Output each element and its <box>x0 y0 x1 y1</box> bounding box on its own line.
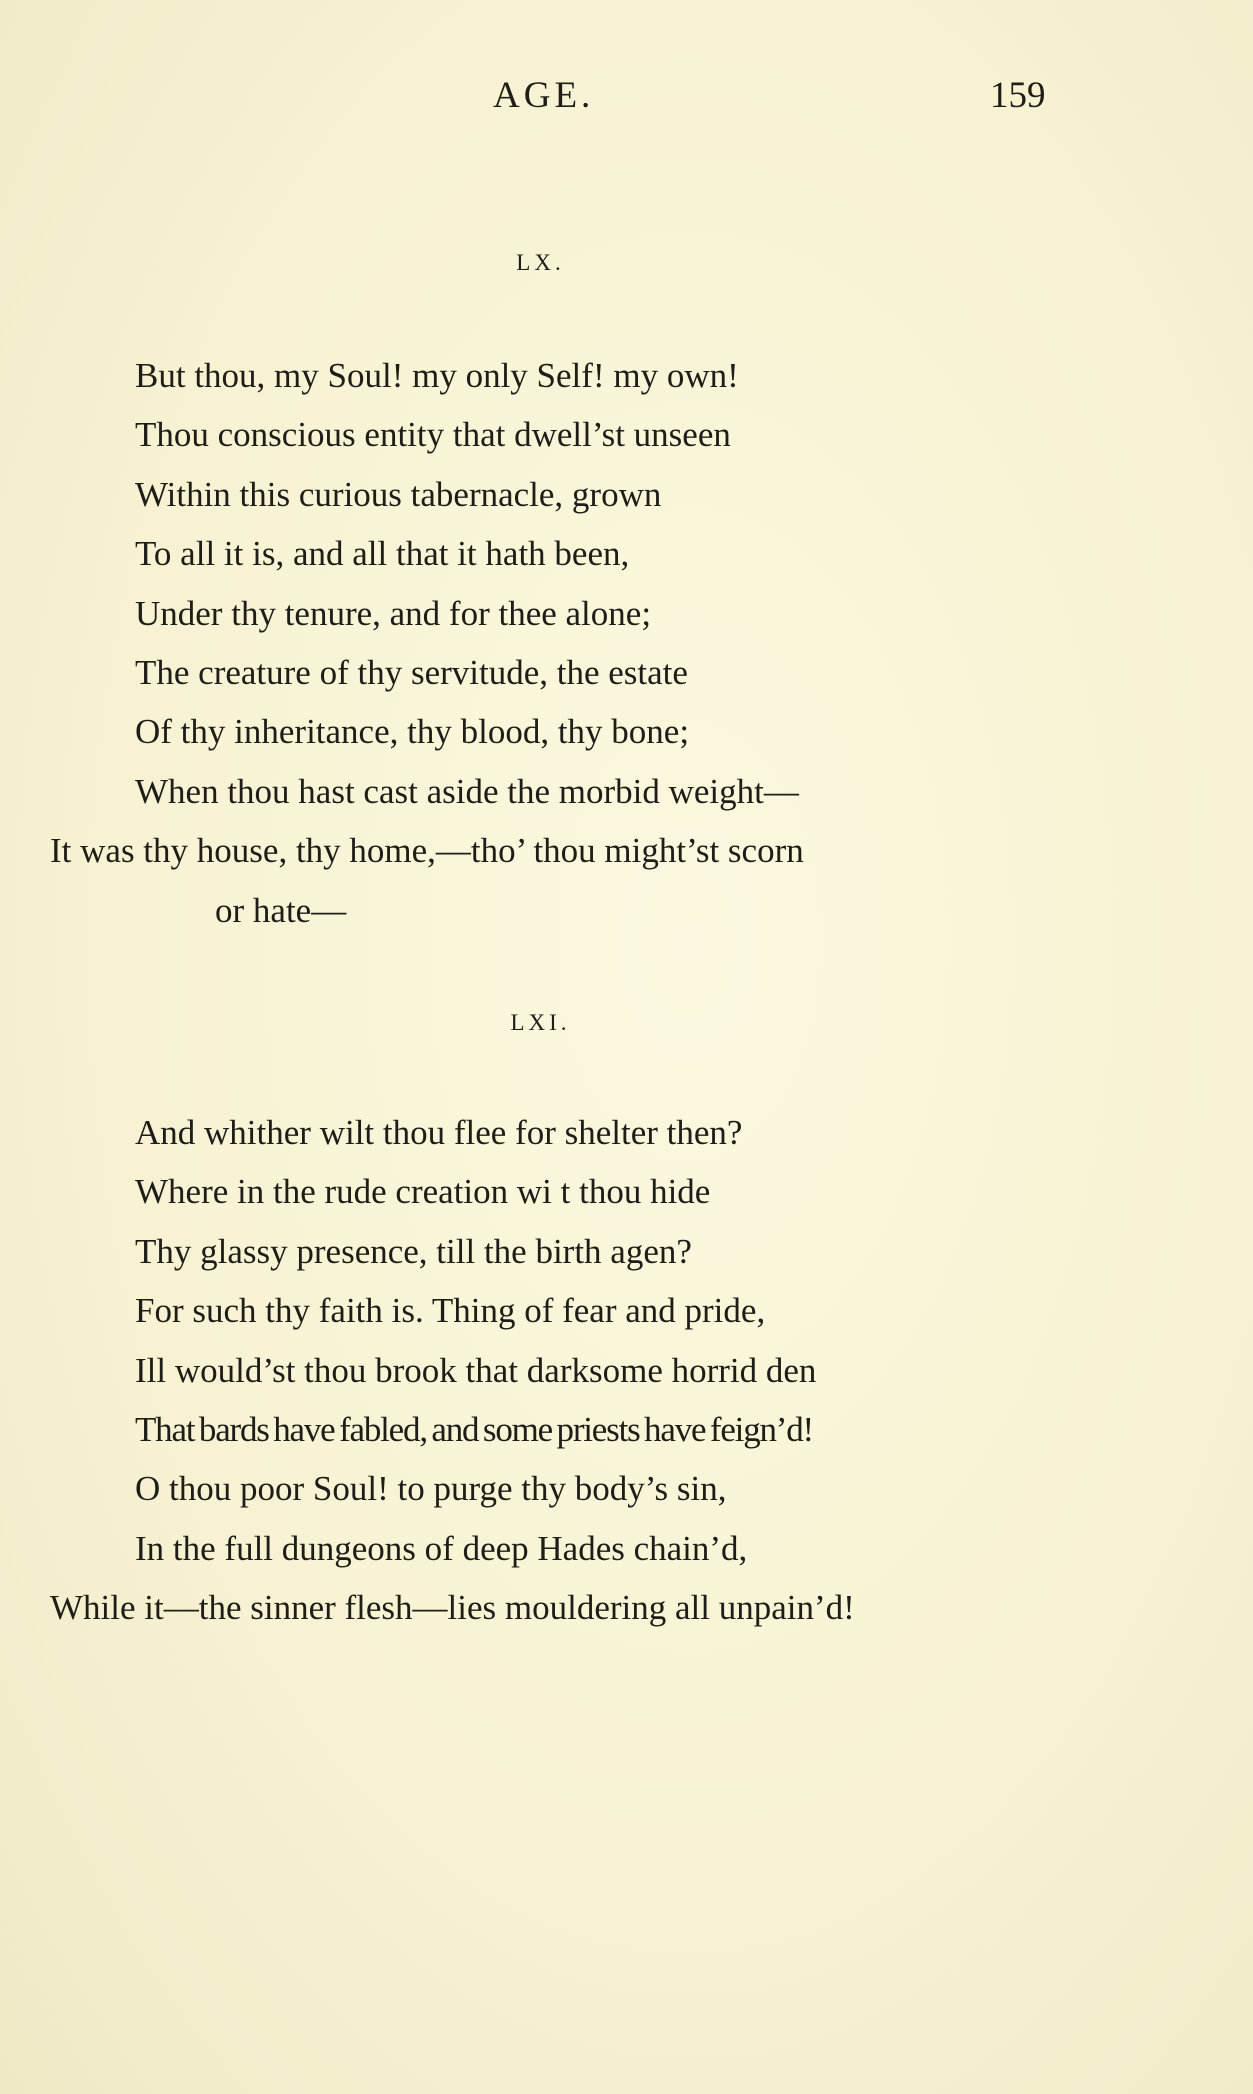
verse-line: Ill would’st thou brook that darksome horrid den <box>135 1350 817 1390</box>
verse-line: Where in the rude creation wi t thou hide <box>135 1172 711 1212</box>
stanza-lx <box>50 346 804 940</box>
verse-line: Within this curious tabernacle, grown <box>135 474 662 514</box>
verse-line: While it—the sinner flesh—lies mouldering all unpain’d! <box>50 1588 855 1628</box>
verse-line: That bards have fabled, and some priests have feign’d! <box>135 1410 814 1450</box>
verse-line: When thou hast cast aside the morbid weight— <box>135 771 799 811</box>
verse-line: Of thy inheritance, thy blood, thy bone; <box>135 712 690 752</box>
stanza-number-lxi: LXI. <box>510 1010 571 1035</box>
stanza-number-lx: LX. <box>516 250 565 275</box>
verse-line: It was thy house, thy home,—tho’ thou might’st scorn <box>50 831 804 871</box>
verse-line: Thou conscious entity that dwell’st unseen <box>135 415 731 455</box>
stanza-lxi <box>50 1103 855 1638</box>
verse-line: Under thy tenure, and for thee alone; <box>135 593 652 633</box>
verse-line: Thy glassy presence, till the birth agen? <box>135 1231 692 1271</box>
running-title: AGE. <box>493 75 595 116</box>
verse-line: For such thy faith is. Thing of fear and pride, <box>135 1291 766 1331</box>
verse-line: In the full dungeons of deep Hades chain’d, <box>135 1528 748 1568</box>
running-head <box>0 70 1253 130</box>
page-number: 159 <box>990 75 1046 116</box>
verse-line: And whither wilt thou flee for shelter then? <box>135 1113 743 1152</box>
verse-line-turnover: or hate— <box>215 890 347 930</box>
verse-line: The creature of thy servitude, the estate <box>135 653 688 693</box>
verse-line: O thou poor Soul! to purge thy body’s sin, <box>135 1469 727 1509</box>
verse-line: To all it is, and all that it hath been, <box>135 534 630 574</box>
verse-line: But thou, my Soul! my only Self! my own! <box>135 356 739 395</box>
